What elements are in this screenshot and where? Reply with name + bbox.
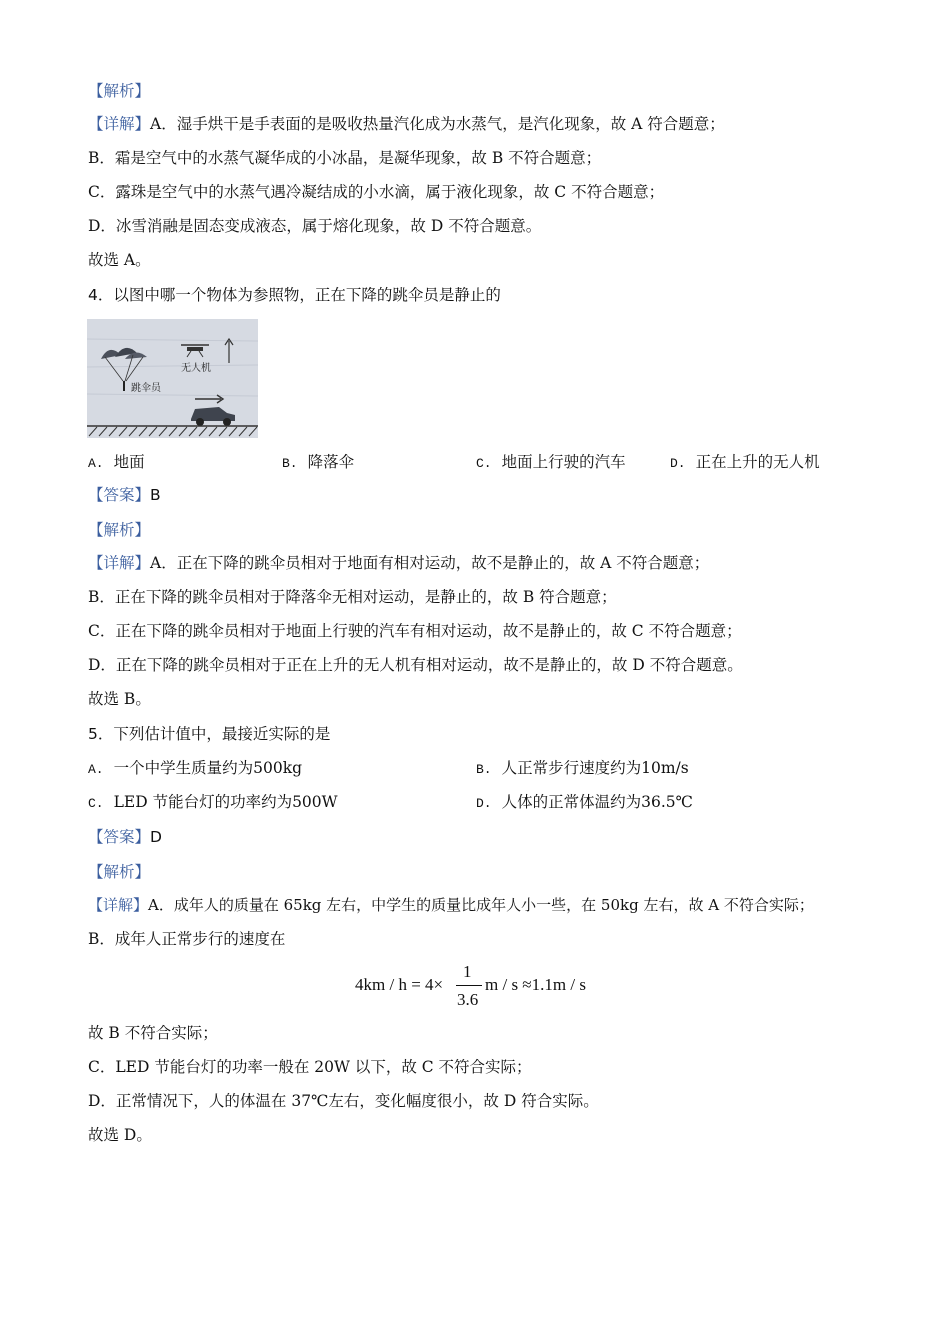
detail-text: A．正在下降的跳伞员相对于地面有相对运动，故不是静止的，故 A 不符合题意； <box>150 554 710 572</box>
option-text: 地面上行驶的汽车 <box>501 453 626 471</box>
formula-rhs: m / s ≈1.1m / s <box>485 975 586 994</box>
q5-option-d <box>476 792 693 814</box>
option-key: C. <box>476 456 492 471</box>
question-number: 4． <box>88 286 114 304</box>
figure-drawing <box>87 319 258 438</box>
conclusion: 故选 B。 <box>88 690 151 708</box>
answer-line <box>88 485 161 505</box>
option-text: 一个中学生质量约为500kg <box>113 759 303 777</box>
formula-numerator: 1 <box>463 962 472 981</box>
detail-tag: 【详解】 <box>88 554 151 572</box>
detail-text: A．成年人的质量在 65kg 左右，中学生的质量比成年人小一些，在 50kg 左右，故 A 不符合实际； <box>148 896 814 914</box>
detail-line-d: D．正常情况下，人的体温在 37℃左右，变化幅度很小，故 D 符合实际。 <box>88 1092 599 1110</box>
detail-line-c: C．露珠是空气中的水蒸气遇冷凝结成的小水滴，属于液化现象，故 C 不符合题意； <box>88 183 665 201</box>
answer-line <box>88 827 162 847</box>
answer-value: D <box>150 828 162 846</box>
detail-line-c: C．LED 节能台灯的功率一般在 20W 以下，故 C 不符合实际； <box>88 1058 532 1076</box>
conclusion: 故选 A。 <box>88 251 151 269</box>
answer-value: B <box>150 486 161 504</box>
detail-tag: 【详解】 <box>88 115 151 133</box>
option-key: A. <box>88 456 104 471</box>
fraction-bar <box>456 985 482 986</box>
q5-option-b <box>476 758 689 780</box>
option-text: 降落伞 <box>307 453 355 471</box>
detail-line-c: C．正在下降的跳伞员相对于地面上行驶的汽车有相对运动，故不是静止的，故 C 不符合题意； <box>88 622 742 640</box>
detail-line-b: B．正在下降的跳伞员相对于降落伞无相对运动，是静止的，故 B 符合题意； <box>88 588 617 606</box>
option-key: C. <box>88 796 104 811</box>
analysis-tag: 【解析】 <box>88 863 151 881</box>
option-key: B. <box>476 762 492 777</box>
option-text: 地面 <box>113 453 145 471</box>
q5-option-c <box>88 792 338 814</box>
conclusion: 故选 D。 <box>88 1126 152 1144</box>
detail-line-b: B．成年人正常步行的速度在 <box>88 930 286 948</box>
option-key: D. <box>670 456 686 471</box>
q4-option-c <box>476 452 626 474</box>
detail-line-a <box>88 553 709 573</box>
q4-option-b <box>282 452 354 474</box>
figure-label-drone: 无人机 <box>181 363 211 374</box>
question-5-stem <box>88 724 330 744</box>
question-text: 以图中哪一个物体为参照物，正在下降的跳伞员是静止的 <box>113 286 501 304</box>
detail-line-d: D．冰雪消融是固态变成液态，属于熔化现象，故 D 不符合题意。 <box>88 217 542 235</box>
detail-line-a <box>88 895 814 915</box>
formula-lhs: 4km / h = 4× <box>355 975 444 994</box>
analysis-tag: 【解析】 <box>88 82 151 100</box>
question-number: 5． <box>88 725 114 743</box>
answer-tag: 【答案】 <box>88 486 151 504</box>
question-text: 下列估计值中，最接近实际的是 <box>113 725 331 743</box>
detail-line-d: D．正在下降的跳伞员相对于正在上升的无人机有相对运动，故不是静止的，故 D 不符合题意。 <box>88 656 743 674</box>
answer-tag: 【答案】 <box>88 828 151 846</box>
detail-line-a <box>88 114 725 134</box>
q5-option-a <box>88 758 302 780</box>
option-text: 正在上升的无人机 <box>695 453 820 471</box>
option-key: B. <box>282 456 298 471</box>
option-text: LED 节能台灯的功率约为500W <box>113 793 338 811</box>
q4-option-a <box>88 452 145 474</box>
option-key: D. <box>476 796 492 811</box>
q4-option-d <box>670 452 820 474</box>
option-text: 人体的正常体温约为36.5℃ <box>501 793 693 811</box>
analysis-tag: 【解析】 <box>88 521 151 539</box>
parachute-figure <box>87 319 258 438</box>
option-key: A. <box>88 762 104 777</box>
formula-denominator: 3.6 <box>457 990 479 1009</box>
after-formula: 故 B 不符合实际； <box>88 1024 218 1042</box>
option-text: 人正常步行速度约为10m/s <box>501 759 689 777</box>
detail-text: A．湿手烘干是手表面的是吸收热量汽化成为水蒸气，是汽化现象，故 A 符合题意； <box>150 115 725 133</box>
question-4-stem <box>88 285 501 305</box>
detail-line-b: B．霜是空气中的水蒸气凝华成的小冰晶，是凝华现象，故 B 不符合题意； <box>88 149 602 167</box>
detail-tag: 【详解】 <box>88 896 149 914</box>
figure-label-parachutist: 跳伞员 <box>131 383 161 394</box>
